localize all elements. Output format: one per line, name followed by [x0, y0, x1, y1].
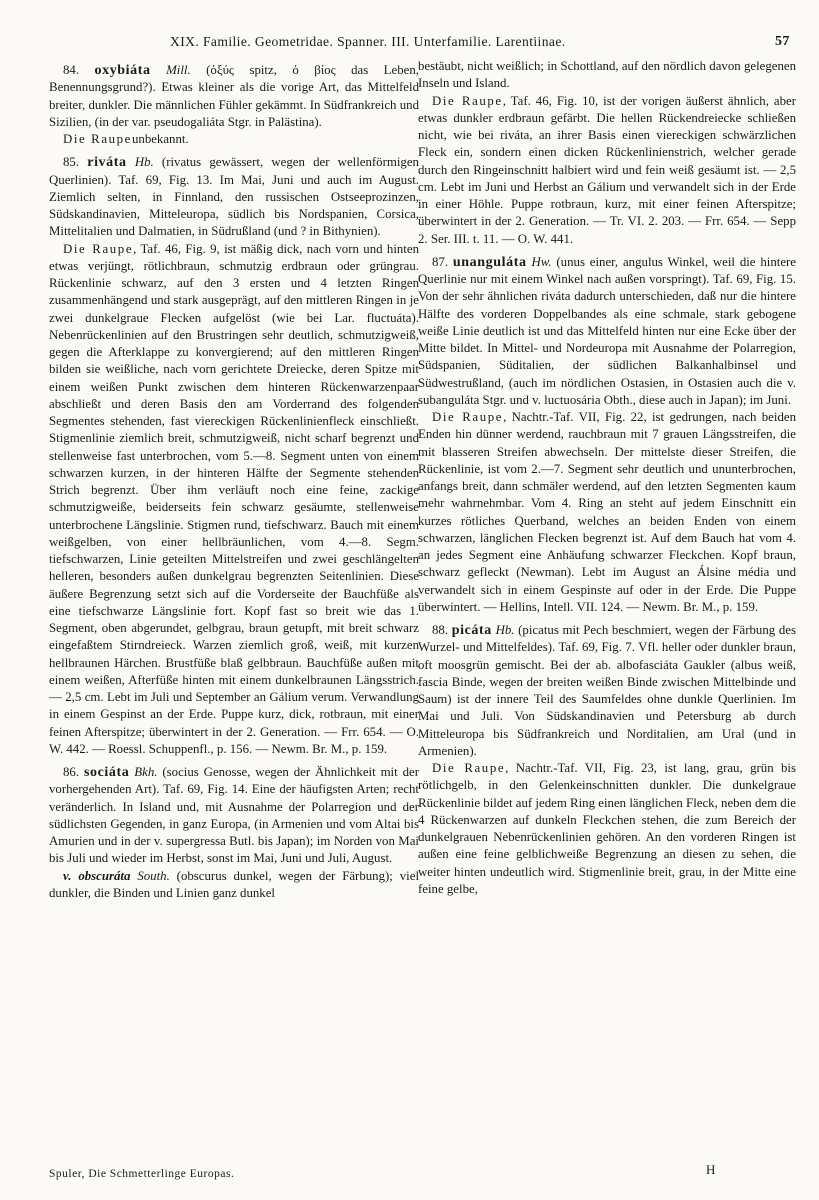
entry-text: (ὀξύς spitz, ὁ βίος das Leben, Benennungsgrund?). Etwas kleiner als die vorige Art, das Mittelfeld breiter, dunkler. Die männlichen Fühler gekämmt. In Südfrankreich und Sizilien, (in der var. pseudogaliáta Stgr. in Palästina).	[49, 63, 419, 129]
paragraph-text: , Taf. 46, Fig. 9, ist mäßig dick, nach vorn und hinten etwas verjüngt, rötlichbraun, schmutzig erdbraun oder grüngrau. Rückenlinie schwarz, auf den 3 ersten und 4 letzten Ringen zusammenhängend und stark ausgeprägt, auf den mittleren Ringen in je zwei dunkelgraue Flecken aufgelöst (wie bei Lar. fluctuáta). Nebenrückenlinien auf den Brustringen sehr deutlich, schmutzigweiß, gegen die Afterklappe zu konvergierend; auf den mittleren Ringen bilden sie weißliche, nach vorn gerichtete Dreiecke, deren Spitze mit einem weißen Punkt zwischen dem hinteren Rückenwarzenpaar abschließt und deren Basis den am Vorderrand des folgenden Segmentes stehenden, fast viereckigen Rückenlinienfleck einschließt. Stigmenlinie ziemlich breit, schmutzigweiß, nicht scharf begrenzt und stellenweise fast unterbrochen, vom 5.—8. Segment unten von einem schwarzen kurzen, in der hinteren Hälfte der Segmente stehenden Strich begrenzt. Über ihm verläuft noch eine feine, zackige schmutzigweiße, beiderseits fein schwarz gesäumte, stellenweise unterbrochene Längslinie. Stigmen rund, tiefschwarz. Bauch mit einem weißgelben, von einer hellbräunlichen, vom 4.—8. Segm. tiefschwarzen, Linie geteilten Mittelstreifen und zwei geschlängelten helleren, besonders außen dunkelgrau begrenzten Seitenlinien. Diese äußere Begrenzung setzt sich auf die Vorderseite der Bauchfüße als eine tiefschwarze Längslinie fort. Kopf fast so breit wie das 1. Segment, oben abgerundet, gelbgrau, braun getupft, mit breit schwarz eingefaßtem Stirndreieck. Warzen ziemlich groß, weiß, mit kurzen hellbraunen Härchen. Brustfüße blaß gelbbraun. Bauchfüße außen mit einem weißen, Afterfüße hinten mit einem dunkelbraunen Längsstrich. — 2,5 cm. Lebt im Juli und September an Gálium verum. Verwandlung in einem Gespinst an der Erde. Puppe kurz, dick, rotbraun, mit einer feinen Afterspitze; überwintert in der 2. Generation. — Frr. 654. — O. W. 442. — Roessl. Schuppenfl., p. 156. — Newm. Br. M., p. 159.	[49, 241, 420, 756]
paragraph-lead: Die Raupe	[432, 93, 503, 108]
species-entry	[418, 254, 796, 409]
entry-number: 86.	[63, 765, 80, 779]
paragraph-text: , Nachtr.-Taf. VII, Fig. 23, ist lang, grau, grün bis rötlichgelb, in den Gelenkeinschnitten dunkler. Die dunkelgraue Rückenlinie bildet auf jedem Ring einen länglichen Fleck, neben dem die 4 Rückenwarzen auf dunkeln Fleckchen stehen, die zum Bereich der dunkelgrauen Nebenrückenlinien gehören. An den vorderen Ringen ist außen eine feine gelblichweiße Begrenzung an diesen zu sehen, die weiter hinten undeutlich wird. Stigmenlinie breit, grau, in der Mitte eine feine gelbe,	[418, 761, 797, 896]
signature-mark: H	[706, 1162, 716, 1177]
paragraph-text: unbekannt.	[131, 132, 189, 146]
entry-text: (rivatus gewässert, wegen der wellenförmigen Querlinien). Taf. 69, Fig. 13. Im Mai, Juni und auch im August. Ziemlich selten, in Finnland, den russischen Ostseeprozinzen, Südskandinavien, Mitteleuropa, südlich bis Nordspanien, Corsica, Mittelitalien und Dalmatien, in Südrußland (und ? in Bithynien).	[49, 155, 419, 239]
larva-paragraph	[418, 409, 796, 616]
species-author: Hb.	[134, 155, 154, 170]
page-number: 57	[775, 34, 790, 49]
species-entry	[49, 764, 419, 868]
larva-paragraph	[418, 760, 796, 898]
species-author: Hw.	[531, 254, 552, 269]
entry-number: 87.	[432, 254, 449, 269]
right-column	[418, 58, 796, 898]
larva-paragraph	[49, 131, 419, 148]
entry-text: (picatus mit Pech beschmiert, wegen der Färbung des Wurzel- und Mittelfeldes). Taf. 69, Fig. 7. Vfl. heller oder dunkler braun, oft moosgrün gemischt. Bei der ab. albofasciáta Gaukler (albus weiß, fascia Binde, wegen der breiten weißen Binde zwischen Mittelbinde und Saum) ist der innere Teil des Saumfeldes ohne dunkle Querlinien. Im Mai und Juli. Von Südskandinavien und Petersburg ab durch Mitteleuropa bis Südfrankreich und Norditalien, am Ural (und in Armenien).	[418, 623, 796, 758]
larva-paragraph	[49, 241, 419, 759]
species-name: picáta	[451, 623, 492, 638]
variety-text: (obscurus dunkel, wegen der Färbung); viel dunkler, die Binden und Linien ganz dunkel	[49, 868, 420, 900]
paragraph-lead: Die Raupe	[432, 410, 504, 424]
running-header	[0, 34, 819, 54]
left-column	[49, 62, 419, 902]
paragraph-lead: Die Raupe	[63, 241, 134, 256]
species-author: Hb.	[495, 623, 515, 637]
larva-paragraph	[418, 93, 796, 248]
species-name: sociáta	[83, 765, 130, 780]
species-name: riváta	[87, 155, 127, 171]
paragraph-text: , Taf. 46, Fig. 10, ist der vorigen äußerst ähnlich, aber etwas dunkler erdbraun gefärbt. Die hellen Rückendreiecke schließen nicht, wie bei riváta, an ihrer Basis einen viereckigen schwärzlichen Fleck ein, sondern einen dicken Rückenlinienstrich, welcher gerade durch den Ringeinschnitt halbiert wird und fein weiß gesäumt ist. — 2,5 cm. Lebt im Juni und Herbst an Gálium und verwandelt sich in der Erde in einer Höhle. Puppe rotbraun, kurz, mit einer feinen Afterspitze; überwintert in der 2. Generation. — Tr. VI. 2. 203. — Frr. 654. — Sepp 2. Ser. III. t. 11. — O. W. 441.	[418, 93, 796, 246]
entry-text: (socius Genosse, wegen der Ähnlichkeit mit der vorhergehenden Art). Taf. 69, Fig. 14. Eine der häufigsten Arten; recht veränderlich. In Island und, mit Ausnahme der Polarregion und der südlichsten Gegenden, in ganz Europa, (in Armenien und vom Altai bis Amurien und in der v. supergressa Butl. bis Japan); im Norden von Mai bis Juli und wieder im Herbst, sonst im Mai, Juni und Juli, August.	[49, 765, 419, 866]
entry-number: 84.	[63, 63, 80, 77]
header-title: XIX. Familie. Geometridae. Spanner. III. Unterfamilie. Larentiinae.	[170, 34, 566, 49]
paragraph-text: , Nachtr.-Taf. VII, Fig. 22, ist gedrungen, nach beiden Enden hin dünner werdend, rauchbraun mit 7 grauen Längsstreifen, die mit blasseren Streifen abwechseln. Der mittelste dieser Streifen, die Rückenlinie, ist vom 2.—7. Segment sehr deutlich und ununterbrochen, anfangs breit, dann schmäler werdend, auf den letzten Segmenten kaum mehr wahrnehmbar. Vom 4. Ring an steht auf jedem Einschnitt ein kurzes rötliches Querband, welches an beiden Enden von einem schwarzen, länglichen Flecken begrenzt ist. Auf dem Bauch hat vom 4. an jedes Segment eine Anhäufung schwarzer Fleckchen. Kopf braun, schwarz gefleckt (Newman). Lebt im August an Álsine média und verwandelt sich in einem Gespinste auf oder in der Erde. Die Puppe überwintert. — Hellins, Intell. VII. 124. — Newm. Br. M., p. 159.	[418, 410, 796, 614]
variety-author: South.	[137, 868, 170, 883]
species-entry	[49, 62, 419, 131]
entry-number: 85.	[63, 155, 80, 170]
footer-imprint: Spuler, Die Schmetterlinge Europas.	[49, 1168, 235, 1180]
species-name: oxybiáta	[94, 63, 151, 78]
entry-number: 88.	[432, 623, 449, 637]
variety-name: v. obscuráta	[63, 868, 131, 883]
paragraph-lead: Die Raupe	[63, 132, 132, 146]
species-entry	[418, 622, 796, 760]
variety-entry	[49, 868, 419, 903]
entry-text: (unus einer, angulus Winkel, weil die hintere Querlinie nur mit einem Winkel nach außen vorspringt). Taf. 69, Fig. 15. Von der sehr ähnlichen riváta dadurch unterschieden, daß nur die hintere Hälfte des vorderen Doppelbandes als eine schmale, stark gebogene weiße Linie deutlich ist und das Mittelfeld hinten nur eine Ecke über der Mitte bildet. In Mittel- und Nordeuropa mit Ausnahme der Polarregion, Südspanien, Süditalien, der südlichen Balkanhalbinsel und Südwestrußland, (auch im nördlichen Ostasien, in Ostasien auch die v. subanguláta Stgr. und v. luctuosária Obth., diese auch in Japan); im Juni.	[418, 254, 797, 407]
continued-text: bestäubt, nicht weißlich; in Schottland, auf den nördlich davon gelegenen Inseln und Island.	[418, 59, 796, 91]
species-name: unanguláta	[452, 254, 527, 270]
species-entry	[49, 154, 419, 240]
species-author: Mill.	[166, 63, 191, 77]
paragraph-lead: Die Raupe	[432, 761, 506, 775]
species-author: Bkh.	[134, 765, 158, 779]
